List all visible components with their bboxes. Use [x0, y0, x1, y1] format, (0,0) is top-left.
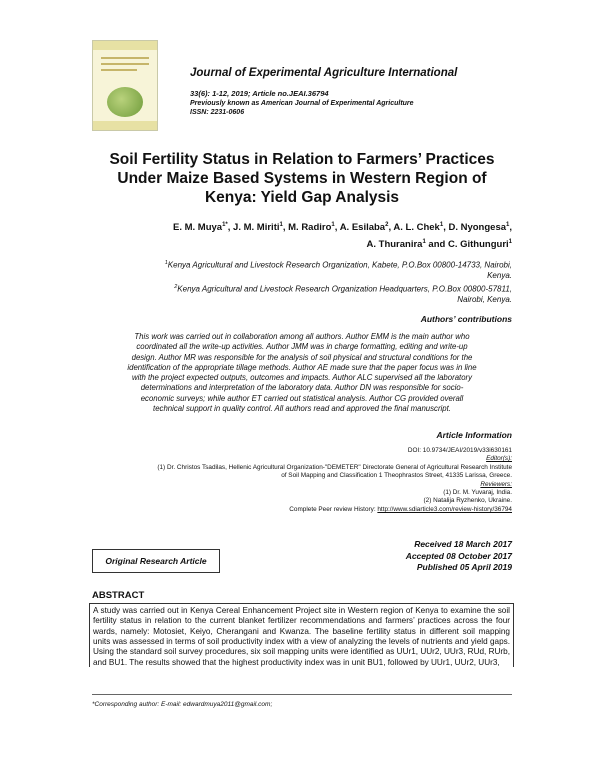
affiliation-1-cont: Kenya. — [487, 271, 512, 281]
contrib-line: determinations and interpretation of the laboratory data. Author DN was responsible for socio- — [140, 383, 464, 393]
contrib-line: economic surveys; while author ET carried out statistical analysis. Author CG provided overall — [140, 393, 464, 403]
author-list — [92, 218, 512, 252]
footnote-rule — [92, 694, 512, 695]
article-type-box — [92, 549, 220, 573]
reviewer: (1) Dr. M. Yuvaraj, India. — [443, 489, 512, 497]
affiliation-sup: 1 — [164, 260, 168, 266]
cover-line — [101, 57, 149, 59]
received-date: Received 18 March 2017 — [414, 539, 512, 549]
cover-line — [101, 69, 137, 71]
author: A. L. Chek — [393, 222, 440, 234]
journal-name: Journal of Experimental Agriculture International — [190, 67, 458, 79]
author-sup: 1 — [279, 222, 283, 228]
author-sup: 1 — [331, 222, 335, 228]
article-info — [92, 447, 512, 514]
author-sup: 1 — [508, 239, 512, 246]
abstract-heading: ABSTRACT — [92, 590, 145, 601]
author: M. Radiro — [288, 222, 332, 234]
author-sup: 1 — [506, 222, 510, 228]
author-line-1: E. M. Muya$^{1*}$, J. M. Miriti$^1$, M. Radiro$^1$, A. Esilaba$^2$, A. L. Chek$^1$, D. Nyongesa$^1$, — [173, 222, 512, 234]
editors-label: Editor(s): — [486, 455, 512, 463]
review-history-link[interactable]: http://www.sdiarticle3.com/review-history/36794 — [377, 505, 512, 513]
contrib-line: identification of the appropriate tillage methods. Author AE made sure that the paper focus was in line — [127, 362, 477, 372]
review-history — [92, 506, 512, 514]
author: E. M. Muya — [173, 222, 223, 234]
author-line-2: A. Thuranira$^1$ and C. Githunguri$^1$ — [366, 239, 512, 251]
citation: 33(6): 1-12, 2019; Article no.JEAI.36794 — [190, 89, 329, 98]
author: D. Nyongesa — [448, 222, 507, 234]
article-type: Original Research Article — [105, 556, 207, 566]
author-sup: 1 — [439, 222, 444, 228]
abstract-text: A study was carried out in Kenya Cereal Enhancement Project site in Western region of Kenya to examine the soil fertility status in relation to the current blanket fertilizer recommendations and farmers’ practices across the four wards, namely: Motosiet, Keiyo, Cherangani and Kwanza. The baseline fertility status in different soil mapping units was assessed in terms of soil productivity index with a view of analyzing the levels of nutrients and yield gaps. Using the standard soil survey procedures, six soil mapping units were identified as UUr1, UUr2, UUr3, RUd, RUrb, and BU1. The results showed that the highest productivity index was in unit BU1, followed by UUr1, UUr2, UUr3, — [93, 606, 510, 667]
affiliation-sup: 2 — [174, 283, 178, 290]
affiliation-text: Kenya Agricultural and Livestock Research Organization, Kabete, P.O.Box 00800-14733, Nairobi, — [167, 260, 512, 270]
contrib-line: This work was carried out in collaboration among all authors. Author EMM is the main author who — [134, 332, 470, 341]
cover-image — [107, 87, 143, 117]
cover-line — [101, 63, 149, 65]
affiliations — [92, 258, 512, 305]
contributions-heading: Authors’ contributions — [420, 314, 512, 324]
author: A. Esilaba — [339, 222, 386, 234]
affiliation-text: Kenya Agricultural and Livestock Research Organization Headquarters, P.O.Box 00800-57811, — [177, 284, 512, 294]
cover-bottom-band — [93, 121, 157, 130]
article-info-heading: Article Information — [436, 430, 512, 440]
contrib-line: technical support in quality control. All authors read and approved the final manuscript. — [153, 404, 451, 414]
editor-line: (1) Dr. Christos Tsadilas, Hellenic Agricultural Organization-"DEMETER" Directorate General of Agricultural Research Institute — [157, 463, 512, 471]
affiliation-2-cont: Nairobi, Kenya. — [457, 294, 512, 304]
author: C. Githunguri — [447, 239, 509, 251]
reviewer: (2) Natalija Ryzhenko, Ukraine. — [423, 497, 512, 505]
journal-meta — [190, 89, 414, 118]
doi: DOI: 10.9734/JEAI/2019/v33i630161 — [407, 447, 512, 454]
contrib-line: coordinated all the write-up activities. Author JMM was in charge formatting, editing and write-up — [136, 342, 468, 352]
author: A. Thuranira — [366, 239, 423, 251]
reviewers-label: Reviewers: — [480, 480, 512, 488]
published-date: Published 05 April 2019 — [416, 562, 512, 572]
affiliation-2 — [92, 282, 512, 295]
author-sup: 2 — [385, 222, 389, 228]
paper-title: Soil Fertility Status in Relation to Farmers’ Practices Under Maize Based Systems in Western Region of Kenya: Yield Gap Analysis — [109, 151, 495, 206]
accepted-date: Accepted 08 October 2017 — [405, 550, 512, 561]
review-history-label: Complete Peer review History: — [289, 505, 378, 513]
cover-top-band — [93, 41, 157, 50]
author: J. M. Miriti — [233, 222, 280, 234]
author-sup: 1 — [422, 239, 426, 246]
abstract-box — [89, 603, 514, 667]
contrib-line: with the project expected outputs, outcomes and impacts. Author ALC supervised all the laboratory — [131, 373, 473, 383]
affiliation-1 — [92, 258, 512, 271]
author-sup: 1* — [222, 222, 228, 228]
article-dates — [340, 539, 512, 574]
previously-known: Previously known as American Journal of Experimental Agriculture — [190, 99, 414, 107]
issn: ISSN: 2231-0606 — [190, 109, 245, 116]
editor-line: of Soil Mapping and Classification 1 Theophrastos Street, 41335 Larissa, Greece. — [281, 472, 512, 480]
corresponding-author: *Corresponding author: E-mail: edwardmuya2011@gmail.com; — [92, 701, 273, 708]
contributions-text — [92, 332, 512, 414]
contrib-line: design. Author MR was responsible for the analysis of soil physical and structural conditions for the — [131, 352, 473, 362]
journal-cover-thumbnail — [92, 40, 158, 131]
